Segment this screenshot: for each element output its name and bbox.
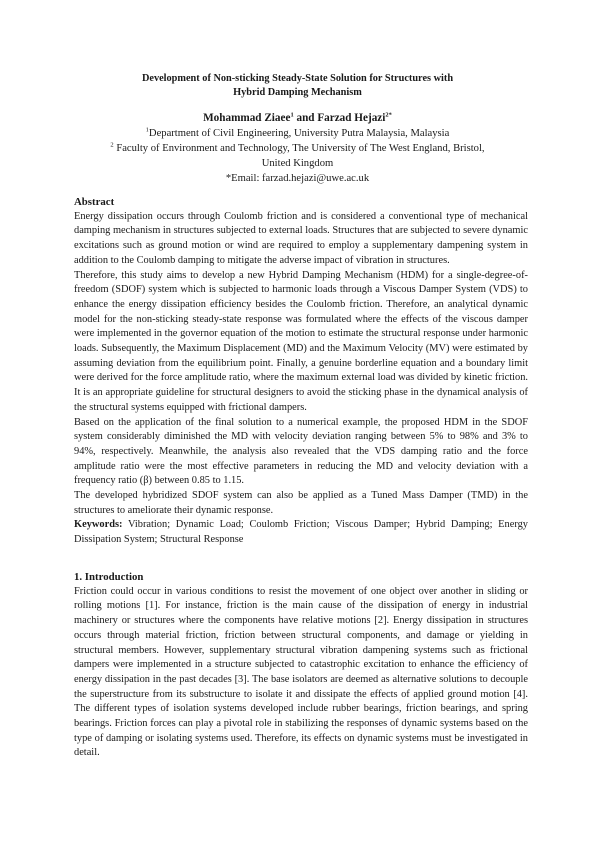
title-line-1: Development of Non-sticking Steady-State Solution for Structures with <box>141 73 454 84</box>
author-2: Farzad Hejazi <box>317 112 386 124</box>
abstract-paragraph-3: Based on the application of the final solution to a numerical example, the proposed HDM in the SDOF system considerably diminished the MD with velocity deviation ranging between 5% to 98% and 3% to 94%, respectively. Meanwhile, the analysis also revealed that the VDS damping ratio and the force amplitude ratio were the most effective parameters in reducing the MD and velocity deviation with a frequency ratio (β) between 0.85 to 1.15. <box>74 416 528 487</box>
abstract-paragraph-2: Therefore, this study aims to develop a new Hybrid Damping Mechanism (HDM) for a single-degree-of-freedom (SDOF) system which is subjected to harmonic loads through a Viscous Damper System (VDS) to enhance the energy dissipation efficiency besides the Coulomb friction. Therefore, an analytical dynamic model for the non-sticking steady-state response was formulated where the effects of the viscous damper were implemented in the governor equation of the motion to estimate the structural response under harmonic loads. Subsequently, the Maximum Displacement (MD) and the Maximum Velocity (MV) were estimated by assuming deviation from the equilibrium point. Finally, a genuine borderline equation and a boundary limit were derived for the force amplitude ratio, where the maximum external load was divided by kinetic friction. It is an appropriate guideline for structural designers to avoid the sticking phase in the dynamical analysis of the structural systems equipped with frictional dampers. <box>74 269 528 413</box>
corresponding-email: *Email: farzad.hejazi@uwe.ac.uk <box>225 173 370 184</box>
introduction-paragraph-1: Friction could occur in various conditions to resist the movement of one object over another in sliding or rolling motions [1]. For instance, friction is the main cause of the dissipation of energy in industrial machinery or structures where the components have relative motions [2]. Energy dissipation in structures occurs through material friction, friction between structural components, and damage or yielding in structural members. However, supplementary structural vibration dampening systems such as frictional dampers were implemented in a structure subjected to catastrophic excitation to enhance the efficiency of energy dissipation in the past decades [3]. The base isolators are deemed as alternative solutions to decouple the superstructure from its substructure to isolate it and dissipate the effects of applied ground motion [4]. The different types of isolation systems developed include rubber bearings, friction bearings, and spring bearings. Friction forces can play a pivotal role in stabilizing the responses of dynamic systems based on the type of damping or isolating systems used. Therefore, its effects on dynamic systems must be investigated in detail. <box>74 585 528 759</box>
title-line-2: Hybrid Damping Mechanism <box>233 87 362 98</box>
keywords-list: Vibration; Dynamic Load; Coulomb Friction; Viscous Damper; Hybrid Damping; Energy Dissipation System; Structural Response <box>74 519 528 546</box>
keywords <box>74 518 528 547</box>
author-1: Mohammad Ziaee <box>203 112 291 124</box>
abstract-paragraph-4: The developed hybridized SDOF system can also be applied as a Tuned Mass Damper (TMD) in the structures to ameliorate their dynamic response. <box>74 490 528 516</box>
introduction-heading: 1. Introduction <box>74 571 144 583</box>
abstract-paragraph-1: Energy dissipation occurs through Coulomb friction and is considered a conventional type of mechanical damping mechanism in structures subjected to external loads. Structures that are subjected to severe dynamic excitations such as ground motion or wind are required to employ a supplementary dampening system in addition to the Coulomb damping to mitigate the adverse impact of vibration in structures. <box>74 210 528 266</box>
author-separator: and <box>293 112 318 124</box>
affiliations <box>100 126 495 186</box>
keywords-label: Keywords: <box>74 519 123 531</box>
affiliation-2-text: Faculty of Environment and Technology, The University of The West England, Bristol, United Kingdom <box>113 143 485 169</box>
introduction-section <box>74 570 528 761</box>
affiliation-1-mark: 1 <box>145 126 149 134</box>
author-list <box>60 111 535 126</box>
paper-title <box>60 72 535 100</box>
abstract-section <box>74 195 528 548</box>
affiliation-2 <box>100 141 495 171</box>
abstract-heading: Abstract <box>74 196 115 208</box>
affiliation-2-mark: 2 <box>110 141 114 149</box>
author-2-affil-mark: 2* <box>385 111 392 119</box>
author-1-affil-mark: 1 <box>290 111 294 119</box>
affiliation-1 <box>100 126 495 141</box>
affiliation-1-text: Department of Civil Engineering, University Putra Malaysia, Malaysia <box>148 128 450 139</box>
